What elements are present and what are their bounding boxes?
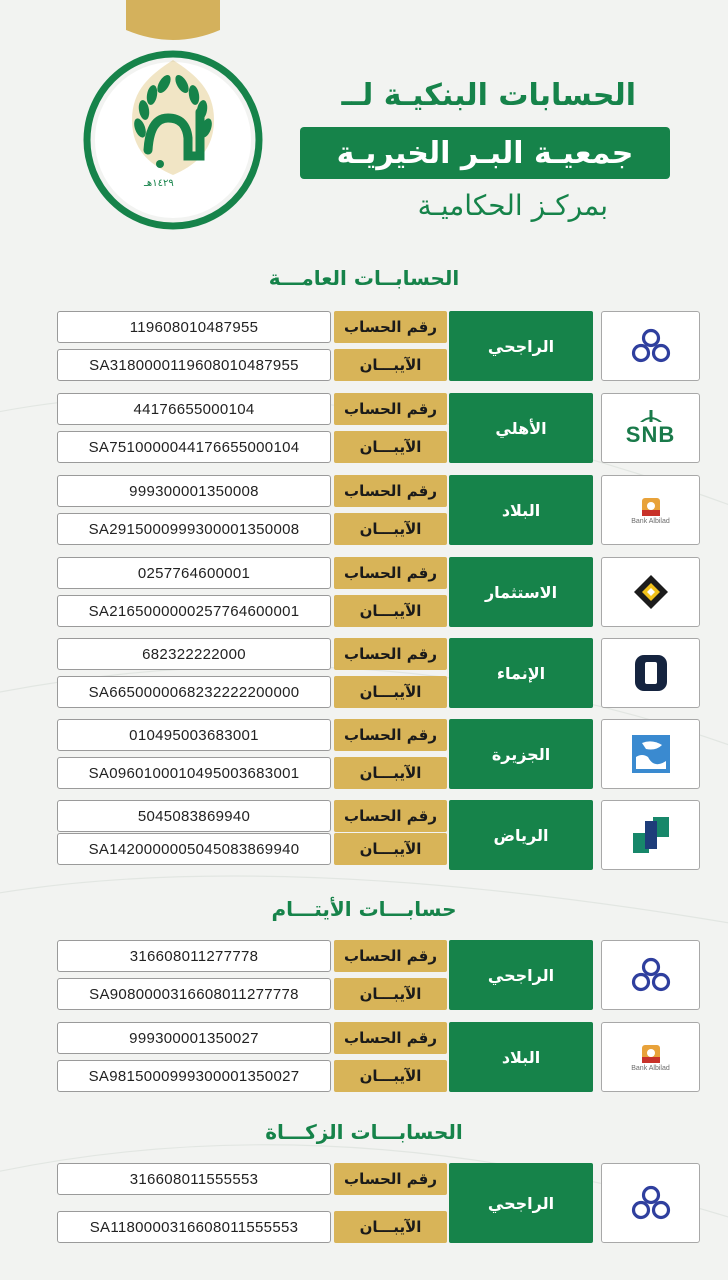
- bank-name: الأهلي: [449, 393, 593, 463]
- account-number-label: رقم الحساب: [334, 719, 447, 751]
- bank-row-alrajhi-zakat: [57, 1163, 700, 1239]
- account-number-field[interactable]: 316608011555553: [57, 1163, 331, 1195]
- header-title-line3: بمركـز الحكاميـة: [417, 189, 608, 222]
- account-number-field[interactable]: 999300001350027: [57, 1022, 331, 1054]
- account-number-label: رقم الحساب: [334, 557, 447, 589]
- bank-name: البلاد: [449, 475, 593, 545]
- header-title-line1: الحسابات البنكيـة لــ: [341, 78, 636, 113]
- bank-row-riyad: [57, 800, 700, 876]
- albilad-logo-text: Bank Albilad: [631, 517, 670, 525]
- riyad-logo-icon: [601, 800, 700, 870]
- iban-field[interactable]: SA0960100010495003683001: [57, 757, 331, 789]
- iban-label: الآيبـــان: [334, 431, 447, 463]
- bank-name: الاستثمار: [449, 557, 593, 627]
- alrajhi-logo-icon: [601, 940, 700, 1010]
- bank-row-albilad-orphans: [57, 1022, 700, 1098]
- account-number-field[interactable]: 682322222000: [57, 638, 331, 670]
- bank-name: الجزيرة: [449, 719, 593, 789]
- bank-name: الراجحي: [449, 311, 593, 381]
- iban-label: الآيبـــان: [334, 978, 447, 1010]
- organization-logo: [80, 0, 266, 248]
- iban-field[interactable]: SA9815000999300001350027: [57, 1060, 331, 1092]
- iban-label: الآيبـــان: [334, 513, 447, 545]
- saib-logo-icon: [601, 557, 700, 627]
- snb-logo-icon: [601, 393, 700, 463]
- account-number-field[interactable]: 316608011277778: [57, 940, 331, 972]
- account-number-field[interactable]: 010495003683001: [57, 719, 331, 751]
- bank-name: الإنماء: [449, 638, 593, 708]
- iban-label: الآيبـــان: [334, 757, 447, 789]
- header-title-line2: جمعيـة البـر الخيريـة: [336, 135, 634, 171]
- iban-field[interactable]: SA2915000999300001350008: [57, 513, 331, 545]
- logo-year-text: ١٤٢٩هـ: [144, 178, 174, 189]
- account-number-label: رقم الحساب: [334, 1022, 447, 1054]
- account-number-label: رقم الحساب: [334, 393, 447, 425]
- account-number-label: رقم الحساب: [334, 475, 447, 507]
- account-number-label: رقم الحساب: [334, 638, 447, 670]
- account-number-field[interactable]: 0257764600001: [57, 557, 331, 589]
- iban-label: الآيبـــان: [334, 595, 447, 627]
- albilad-logo-text: Bank Albilad: [631, 1064, 670, 1072]
- iban-field[interactable]: SA7510000044176655000104: [57, 431, 331, 463]
- alinma-logo-icon: [601, 638, 700, 708]
- iban-field[interactable]: SA6650000068232222200000: [57, 676, 331, 708]
- iban-label: الآيبـــان: [334, 1060, 447, 1092]
- bank-name: البلاد: [449, 1022, 593, 1092]
- iban-field[interactable]: SA2165000000257764600001: [57, 595, 331, 627]
- iban-field[interactable]: SA3180000119608010487955: [57, 349, 331, 381]
- account-number-label: رقم الحساب: [334, 311, 447, 343]
- bank-row-alrajhi-general: [57, 311, 700, 387]
- iban-label: الآيبـــان: [334, 833, 447, 865]
- account-number-label: رقم الحساب: [334, 1163, 447, 1195]
- section-title-general: الحسابــات العامـــة: [268, 266, 460, 290]
- iban-field[interactable]: SA9080000316608011277778: [57, 978, 331, 1010]
- account-number-field[interactable]: 119608010487955: [57, 311, 331, 343]
- section-title-orphans: حسابـــات الأيتـــام: [271, 897, 457, 921]
- bank-name: الراجحي: [449, 940, 593, 1010]
- account-number-label: رقم الحساب: [334, 940, 447, 972]
- albilad-logo-icon: [601, 475, 700, 545]
- albilad-logo-icon: [601, 1022, 700, 1092]
- bank-row-albilad-general: [57, 475, 700, 551]
- section-title-zakat: الحسابـــات الزكـــاة: [265, 1120, 463, 1144]
- iban-label: الآيبـــان: [334, 349, 447, 381]
- account-number-field[interactable]: 999300001350008: [57, 475, 331, 507]
- bank-row-alinma: [57, 638, 700, 714]
- alrajhi-logo-icon: [601, 1163, 700, 1243]
- account-number-label: رقم الحساب: [334, 800, 447, 832]
- iban-label: الآيبـــان: [334, 1211, 447, 1243]
- bank-row-alrajhi-orphans: [57, 940, 700, 1016]
- aljazira-logo-icon: [601, 719, 700, 789]
- bank-row-saib: [57, 557, 700, 633]
- account-number-field[interactable]: 5045083869940: [57, 800, 331, 832]
- header-title-banner: [300, 127, 670, 179]
- bank-row-aljazira: [57, 719, 700, 795]
- account-number-field[interactable]: 44176655000104: [57, 393, 331, 425]
- iban-label: الآيبـــان: [334, 676, 447, 708]
- iban-field[interactable]: SA1420000005045083869940: [57, 833, 331, 865]
- bank-row-snb: [57, 393, 700, 469]
- bank-name: الراجحي: [449, 1163, 593, 1243]
- bank-name: الرياض: [449, 800, 593, 870]
- alrajhi-logo-icon: [601, 311, 700, 381]
- snb-logo-text: SNB: [625, 422, 676, 447]
- iban-field[interactable]: SA1180000316608011555553: [57, 1211, 331, 1243]
